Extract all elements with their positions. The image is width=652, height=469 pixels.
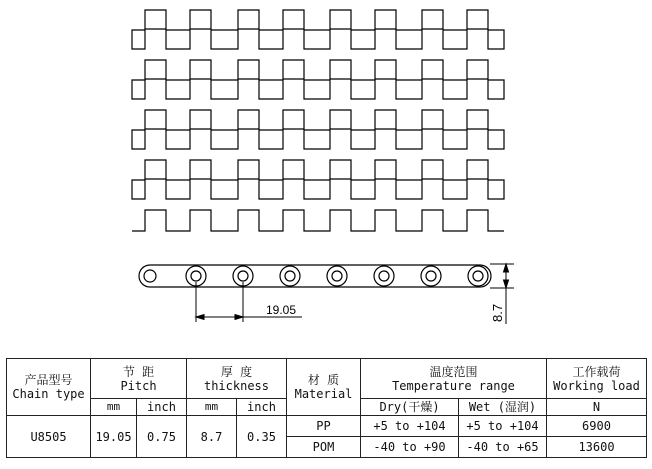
header-chain-type: 产品型号 Chain type	[7, 359, 91, 416]
chain-module	[132, 10, 504, 49]
chain-module	[132, 60, 504, 99]
thickness-inch-unit: inch	[237, 399, 287, 416]
chain-module	[132, 110, 504, 149]
pitch-dimension-label: 19.05	[266, 303, 297, 317]
chain-module	[132, 160, 504, 199]
material-pom: POM	[287, 437, 361, 458]
hinge-pin	[144, 270, 156, 282]
link-knuckle	[421, 266, 441, 286]
hinge-pin	[238, 271, 248, 281]
chain-side-view	[139, 265, 491, 287]
thickness-mm-value: 8.7	[187, 416, 237, 458]
height-dimension-label: 8.7	[490, 303, 505, 322]
pp-wet-range: +5 to +104	[459, 416, 547, 437]
header-pitch: 节 距 Pitch	[91, 359, 187, 399]
link-knuckle	[280, 266, 300, 286]
pp-dry-range: +5 to +104	[361, 416, 459, 437]
pom-dry-range: -40 to +90	[361, 437, 459, 458]
hinge-pin	[191, 271, 201, 281]
pitch-mm-unit: mm	[91, 399, 137, 416]
spec-table	[6, 358, 647, 458]
header-temperature: 温度范围 Temperature range	[361, 359, 547, 399]
material-pp: PP	[287, 416, 361, 437]
link-knuckle	[468, 266, 488, 286]
header-thickness: 厚 度 thickness	[187, 359, 287, 399]
chain-module	[132, 210, 504, 231]
hinge-pin	[473, 271, 483, 281]
pom-wet-range: -40 to +65	[459, 437, 547, 458]
thickness-inch-value: 0.35	[237, 416, 287, 458]
link-knuckle	[327, 266, 347, 286]
pitch-inch-unit: inch	[137, 399, 187, 416]
chain-plan-view	[132, 10, 504, 231]
hinge-pin	[332, 271, 342, 281]
pp-working-load: 6900	[547, 416, 647, 437]
link-knuckle	[374, 266, 394, 286]
temperature-wet: Wet (湿润)	[459, 399, 547, 416]
pom-working-load: 13600	[547, 437, 647, 458]
thickness-mm-unit: mm	[187, 399, 237, 416]
hinge-pin	[426, 271, 436, 281]
hinge-pin	[379, 271, 389, 281]
hinge-pin	[285, 271, 295, 281]
header-material: 材 质 Material	[287, 359, 361, 416]
pitch-mm-value: 19.05	[91, 416, 137, 458]
temperature-dry: Dry(干燥)	[361, 399, 459, 416]
pitch-inch-value: 0.75	[137, 416, 187, 458]
working-load-unit: N	[547, 399, 647, 416]
model-cell: U8505	[7, 416, 91, 458]
header-working-load: 工作载荷 Working load	[547, 359, 647, 399]
